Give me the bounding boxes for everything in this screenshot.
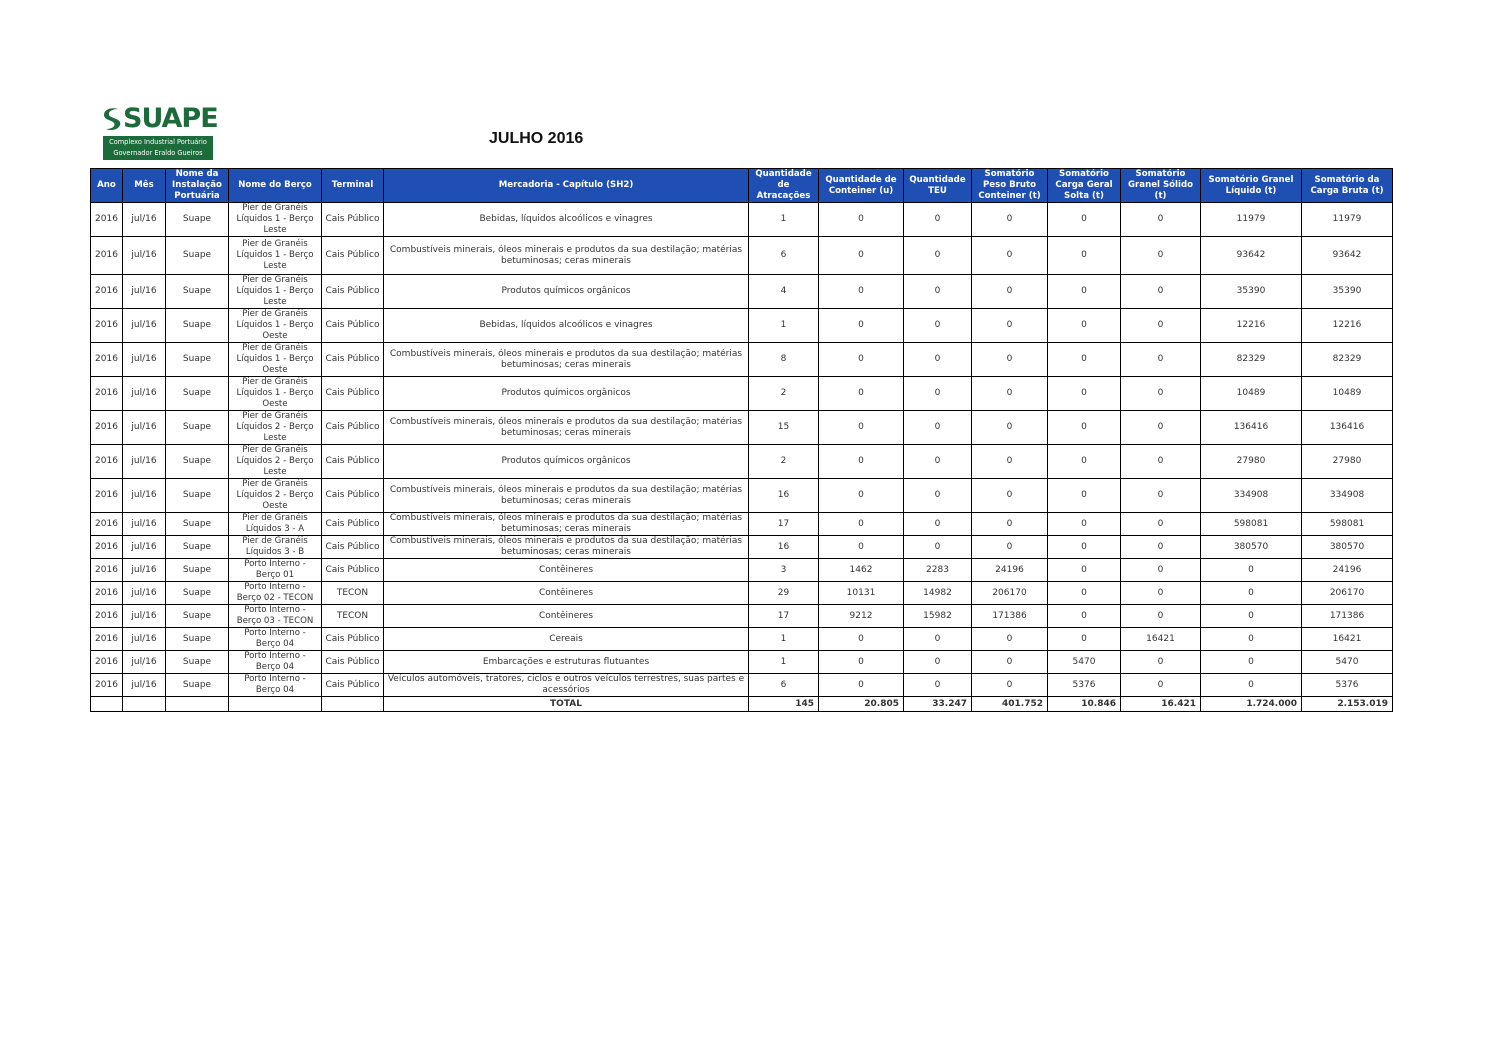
cell-atracacoes: 3 [749,559,819,582]
cell-ano: 2016 [91,628,123,651]
cell-granel-solido: 0 [1121,275,1201,309]
cell-atracacoes: 1 [749,309,819,343]
column-header: Somatório Carga Geral Solta (t) [1048,169,1121,203]
cell-instalacao: Suape [166,651,229,674]
cell-atracacoes: 8 [749,343,819,377]
table-row [91,343,1393,377]
cell-conteiner: 0 [819,536,904,559]
cell-berco: Porto Interno - Berço 03 - TECON [229,605,322,628]
cell-conteiner: 10131 [819,582,904,605]
logo-wordmark: SUAPE [123,103,218,134]
cell-berco: Pier de Granéis Líquidos 2 - Berço Oeste [229,479,322,513]
cell-terminal: Cais Público [322,536,384,559]
cell-instalacao: Suape [166,203,229,237]
column-header: Somatório da Carga Bruta (t) [1302,169,1393,203]
total-teu: 33.247 [904,697,972,712]
cell-mercadoria: Combustíveis minerais, óleos minerais e produtos da sua destilação; matérias betuminosas; ceras minerais [384,237,749,275]
cell-instalacao: Suape [166,309,229,343]
suape-logo [101,103,218,159]
cell-peso-bruto: 0 [972,445,1048,479]
cell-carga-geral: 0 [1048,628,1121,651]
cell-atracacoes: 17 [749,605,819,628]
cell-terminal: Cais Público [322,237,384,275]
cell-mes: jul/16 [123,582,166,605]
column-header: Quantidade de Atracações [749,169,819,203]
cell-granel-solido: 0 [1121,445,1201,479]
cell-mercadoria: Produtos químicos orgânicos [384,377,749,411]
cell-terminal: Cais Público [322,674,384,697]
cell-atracacoes: 1 [749,628,819,651]
cell-berco: Porto Interno - Berço 02 - TECON [229,582,322,605]
cell-mes: jul/16 [123,674,166,697]
cell-carga-bruta: 171386 [1302,605,1393,628]
cell-granel-liquido: 0 [1201,605,1302,628]
cell-granel-solido: 0 [1121,237,1201,275]
table-row [91,582,1393,605]
table-row [91,445,1393,479]
cell-mercadoria: Combustíveis minerais, óleos minerais e produtos da sua destilação; matérias betuminosas; ceras minerais [384,411,749,445]
total-empty-cell [123,697,166,712]
table-row [91,237,1393,275]
cell-berco: Pier de Granéis Líquidos 1 - Berço Oeste [229,343,322,377]
total-label: TOTAL [384,697,749,712]
cell-teu: 15982 [904,605,972,628]
total-liquido: 1.724.000 [1201,697,1302,712]
cell-berco: Porto Interno - Berço 01 [229,559,322,582]
cell-carga-geral: 0 [1048,559,1121,582]
cell-mes: jul/16 [123,651,166,674]
cell-instalacao: Suape [166,605,229,628]
logo-line-1: Complexo Industrial Portuário [109,138,207,146]
cell-granel-solido: 16421 [1121,628,1201,651]
table-header-row [91,169,1393,203]
cell-conteiner: 0 [819,479,904,513]
cell-conteiner: 0 [819,651,904,674]
cell-mes: jul/16 [123,445,166,479]
cell-mercadoria: Cereais [384,628,749,651]
cell-berco: Pier de Granéis Líquidos 3 - A [229,513,322,536]
column-header: Ano [91,169,123,203]
cell-ano: 2016 [91,445,123,479]
cell-carga-bruta: 93642 [1302,237,1393,275]
cell-carga-geral: 0 [1048,536,1121,559]
cell-granel-solido: 0 [1121,203,1201,237]
suape-swirl-icon [101,106,125,132]
cargo-table [90,168,1393,712]
cell-instalacao: Suape [166,674,229,697]
cell-instalacao: Suape [166,411,229,445]
cell-ano: 2016 [91,559,123,582]
cell-carga-bruta: 27980 [1302,445,1393,479]
cell-granel-liquido: 0 [1201,674,1302,697]
page-title: JULHO 2016 [489,130,584,147]
cell-mercadoria: Contêineres [384,559,749,582]
column-header: Mercadoria - Capítulo (SH2) [384,169,749,203]
cell-mercadoria: Bebidas, líquidos alcoólicos e vinagres [384,203,749,237]
cell-carga-geral: 5470 [1048,651,1121,674]
cell-carga-geral: 0 [1048,203,1121,237]
cell-granel-liquido: 27980 [1201,445,1302,479]
cell-peso-bruto: 0 [972,309,1048,343]
cell-carga-geral: 0 [1048,582,1121,605]
total-peso: 401.752 [972,697,1048,712]
column-header: Nome da Instalação Portuária [166,169,229,203]
cell-peso-bruto: 171386 [972,605,1048,628]
cell-terminal: Cais Público [322,411,384,445]
cell-teu: 0 [904,651,972,674]
cell-carga-bruta: 24196 [1302,559,1393,582]
cell-conteiner: 0 [819,343,904,377]
cell-carga-bruta: 136416 [1302,411,1393,445]
column-header: Nome do Berço [229,169,322,203]
cell-atracacoes: 29 [749,582,819,605]
cell-carga-bruta: 11979 [1302,203,1393,237]
cell-teu: 0 [904,411,972,445]
total-empty-cell [166,697,229,712]
cell-atracacoes: 16 [749,479,819,513]
cell-terminal: Cais Público [322,651,384,674]
cell-ano: 2016 [91,605,123,628]
cell-berco: Porto Interno - Berço 04 [229,674,322,697]
cell-ano: 2016 [91,275,123,309]
cell-conteiner: 0 [819,513,904,536]
cell-atracacoes: 4 [749,275,819,309]
cell-ano: 2016 [91,479,123,513]
cell-instalacao: Suape [166,536,229,559]
cell-mercadoria: Produtos químicos orgânicos [384,445,749,479]
cell-mes: jul/16 [123,203,166,237]
cell-conteiner: 0 [819,275,904,309]
cell-carga-geral: 0 [1048,343,1121,377]
cell-conteiner: 0 [819,309,904,343]
cell-carga-bruta: 82329 [1302,343,1393,377]
cell-terminal: TECON [322,582,384,605]
cell-mes: jul/16 [123,536,166,559]
cell-carga-bruta: 35390 [1302,275,1393,309]
table-row [91,479,1393,513]
cell-peso-bruto: 206170 [972,582,1048,605]
cell-mercadoria: Combustíveis minerais, óleos minerais e produtos da sua destilação; matérias betuminosas; ceras minerais [384,479,749,513]
cell-teu: 0 [904,628,972,651]
cell-carga-bruta: 16421 [1302,628,1393,651]
cell-teu: 0 [904,343,972,377]
total-solido: 16.421 [1121,697,1201,712]
cell-mercadoria: Combustíveis minerais, óleos minerais e produtos da sua destilação; matérias betuminosas; ceras minerais [384,513,749,536]
cell-berco: Pier de Granéis Líquidos 2 - Berço Leste [229,445,322,479]
cell-carga-geral: 5376 [1048,674,1121,697]
cell-ano: 2016 [91,674,123,697]
table-row [91,536,1393,559]
cell-mercadoria: Contêineres [384,582,749,605]
cell-granel-solido: 0 [1121,411,1201,445]
cell-mes: jul/16 [123,275,166,309]
total-bruta: 2.153.019 [1302,697,1393,712]
cell-ano: 2016 [91,651,123,674]
total-row [91,697,1393,712]
cell-granel-solido: 0 [1121,309,1201,343]
table-row [91,411,1393,445]
column-header: Quantidade TEU [904,169,972,203]
cell-conteiner: 0 [819,628,904,651]
cell-teu: 0 [904,674,972,697]
cell-granel-liquido: 93642 [1201,237,1302,275]
cell-granel-liquido: 380570 [1201,536,1302,559]
cell-teu: 0 [904,536,972,559]
table-row [91,513,1393,536]
cell-terminal: Cais Público [322,275,384,309]
cell-granel-solido: 0 [1121,536,1201,559]
cell-teu: 0 [904,479,972,513]
cell-terminal: Cais Público [322,559,384,582]
cell-atracacoes: 15 [749,411,819,445]
cell-granel-liquido: 598081 [1201,513,1302,536]
cell-ano: 2016 [91,343,123,377]
cell-peso-bruto: 0 [972,203,1048,237]
cell-conteiner: 0 [819,203,904,237]
cell-instalacao: Suape [166,479,229,513]
cell-berco: Porto Interno - Berço 04 [229,651,322,674]
cell-atracacoes: 16 [749,536,819,559]
total-empty-cell [322,697,384,712]
cell-atracacoes: 2 [749,445,819,479]
cell-terminal: Cais Público [322,343,384,377]
cell-teu: 2283 [904,559,972,582]
column-header: Quantidade de Conteiner (u) [819,169,904,203]
logo-subtitle-box [103,136,213,160]
cell-peso-bruto: 0 [972,536,1048,559]
cell-atracacoes: 1 [749,203,819,237]
cell-teu: 0 [904,513,972,536]
cell-mes: jul/16 [123,513,166,536]
cell-mercadoria: Combustíveis minerais, óleos minerais e produtos da sua destilação; matérias betuminosas; ceras minerais [384,343,749,377]
cell-peso-bruto: 0 [972,651,1048,674]
cell-peso-bruto: 0 [972,628,1048,651]
table-row [91,674,1393,697]
cell-granel-liquido: 11979 [1201,203,1302,237]
cell-atracacoes: 6 [749,237,819,275]
cell-ano: 2016 [91,411,123,445]
cell-instalacao: Suape [166,628,229,651]
cell-mes: jul/16 [123,605,166,628]
cell-atracacoes: 1 [749,651,819,674]
cell-mercadoria: Veículos automóveis, tratores, ciclos e outros veículos terrestres, suas partes e acessórios [384,674,749,697]
cell-carga-bruta: 334908 [1302,479,1393,513]
cell-terminal: Cais Público [322,628,384,651]
cell-carga-geral: 0 [1048,309,1121,343]
cell-mercadoria: Bebidas, líquidos alcoólicos e vinagres [384,309,749,343]
cell-berco: Pier de Granéis Líquidos 3 - B [229,536,322,559]
cell-carga-bruta: 5470 [1302,651,1393,674]
column-header: Terminal [322,169,384,203]
cell-mes: jul/16 [123,628,166,651]
cell-mercadoria: Produtos químicos orgânicos [384,275,749,309]
cell-ano: 2016 [91,582,123,605]
cell-instalacao: Suape [166,559,229,582]
cell-terminal: Cais Público [322,309,384,343]
cell-carga-bruta: 206170 [1302,582,1393,605]
cell-carga-geral: 0 [1048,411,1121,445]
cell-berco: Porto Interno - Berço 04 [229,628,322,651]
table-row [91,628,1393,651]
cell-mes: jul/16 [123,237,166,275]
cell-granel-liquido: 0 [1201,582,1302,605]
cell-ano: 2016 [91,237,123,275]
cell-granel-liquido: 334908 [1201,479,1302,513]
cell-terminal: Cais Público [322,445,384,479]
cell-teu: 14982 [904,582,972,605]
cell-conteiner: 1462 [819,559,904,582]
cell-carga-bruta: 12216 [1302,309,1393,343]
logo-line-2: Governador Eraldo Gueiros [113,149,203,157]
cell-mes: jul/16 [123,559,166,582]
table-row [91,203,1393,237]
cell-granel-solido: 0 [1121,479,1201,513]
cell-peso-bruto: 0 [972,674,1048,697]
cell-peso-bruto: 0 [972,377,1048,411]
cell-granel-solido: 0 [1121,377,1201,411]
cell-carga-bruta: 598081 [1302,513,1393,536]
cell-carga-geral: 0 [1048,513,1121,536]
cell-conteiner: 0 [819,411,904,445]
cell-granel-solido: 0 [1121,513,1201,536]
cell-granel-liquido: 12216 [1201,309,1302,343]
cell-granel-liquido: 136416 [1201,411,1302,445]
cell-peso-bruto: 0 [972,237,1048,275]
cell-granel-liquido: 35390 [1201,275,1302,309]
cell-terminal: Cais Público [322,377,384,411]
cell-granel-solido: 0 [1121,651,1201,674]
cell-teu: 0 [904,237,972,275]
column-header: Somatório Peso Bruto Conteiner (t) [972,169,1048,203]
cell-conteiner: 0 [819,674,904,697]
cell-instalacao: Suape [166,237,229,275]
cell-mes: jul/16 [123,377,166,411]
cell-teu: 0 [904,275,972,309]
cell-berco: Pier de Granéis Líquidos 1 - Berço Leste [229,275,322,309]
cell-conteiner: 0 [819,445,904,479]
cell-granel-solido: 0 [1121,559,1201,582]
cell-berco: Pier de Granéis Líquidos 2 - Berço Leste [229,411,322,445]
cell-carga-bruta: 5376 [1302,674,1393,697]
cell-peso-bruto: 0 [972,479,1048,513]
cell-berco: Pier de Granéis Líquidos 1 - Berço Oeste [229,377,322,411]
cell-carga-geral: 0 [1048,605,1121,628]
cell-instalacao: Suape [166,513,229,536]
cell-mercadoria: Combustíveis minerais, óleos minerais e produtos da sua destilação; matérias betuminosas; ceras minerais [384,536,749,559]
cell-ano: 2016 [91,513,123,536]
column-header: Somatório Granel Sólido (t) [1121,169,1201,203]
cell-granel-liquido: 10489 [1201,377,1302,411]
table-row [91,559,1393,582]
total-geral: 10.846 [1048,697,1121,712]
cell-peso-bruto: 0 [972,275,1048,309]
cell-mes: jul/16 [123,309,166,343]
cell-instalacao: Suape [166,445,229,479]
cell-teu: 0 [904,445,972,479]
cell-mes: jul/16 [123,479,166,513]
cell-granel-solido: 0 [1121,582,1201,605]
cell-carga-geral: 0 [1048,275,1121,309]
cell-granel-liquido: 0 [1201,651,1302,674]
cell-ano: 2016 [91,377,123,411]
cell-carga-bruta: 380570 [1302,536,1393,559]
cell-berco: Pier de Granéis Líquidos 1 - Berço Oeste [229,309,322,343]
total-cont: 20.805 [819,697,904,712]
cell-terminal: Cais Público [322,513,384,536]
cell-atracacoes: 6 [749,674,819,697]
cell-carga-geral: 0 [1048,479,1121,513]
cell-terminal: Cais Público [322,203,384,237]
cell-conteiner: 0 [819,377,904,411]
cell-teu: 0 [904,377,972,411]
cell-ano: 2016 [91,203,123,237]
cell-peso-bruto: 0 [972,343,1048,377]
cell-carga-geral: 0 [1048,237,1121,275]
cell-conteiner: 9212 [819,605,904,628]
cell-granel-solido: 0 [1121,674,1201,697]
cell-terminal: TECON [322,605,384,628]
cell-berco: Pier de Granéis Líquidos 1 - Berço Leste [229,203,322,237]
cell-carga-geral: 0 [1048,377,1121,411]
cell-teu: 0 [904,309,972,343]
cell-peso-bruto: 0 [972,411,1048,445]
cell-peso-bruto: 0 [972,513,1048,536]
table-row [91,605,1393,628]
total-atrac: 145 [749,697,819,712]
cell-atracacoes: 2 [749,377,819,411]
cell-granel-liquido: 82329 [1201,343,1302,377]
cell-mes: jul/16 [123,411,166,445]
cell-carga-bruta: 10489 [1302,377,1393,411]
cell-peso-bruto: 24196 [972,559,1048,582]
cell-teu: 0 [904,203,972,237]
table-row [91,275,1393,309]
cell-granel-solido: 0 [1121,343,1201,377]
cell-carga-geral: 0 [1048,445,1121,479]
cell-instalacao: Suape [166,343,229,377]
table-row [91,309,1393,343]
cell-berco: Pier de Granéis Líquidos 1 - Berço Leste [229,237,322,275]
total-empty-cell [229,697,322,712]
cell-granel-liquido: 0 [1201,628,1302,651]
cell-mes: jul/16 [123,343,166,377]
cell-instalacao: Suape [166,275,229,309]
cell-instalacao: Suape [166,377,229,411]
total-empty-cell [91,697,123,712]
cell-mercadoria: Contêineres [384,605,749,628]
table-row [91,377,1393,411]
cell-ano: 2016 [91,309,123,343]
column-header: Somatório Granel Líquido (t) [1201,169,1302,203]
cell-granel-solido: 0 [1121,605,1201,628]
table-row [91,651,1393,674]
cell-mercadoria: Embarcações e estruturas flutuantes [384,651,749,674]
cell-atracacoes: 17 [749,513,819,536]
cell-granel-liquido: 0 [1201,559,1302,582]
cell-terminal: Cais Público [322,479,384,513]
column-header: Mês [123,169,166,203]
cell-instalacao: Suape [166,582,229,605]
cell-conteiner: 0 [819,237,904,275]
cell-ano: 2016 [91,536,123,559]
